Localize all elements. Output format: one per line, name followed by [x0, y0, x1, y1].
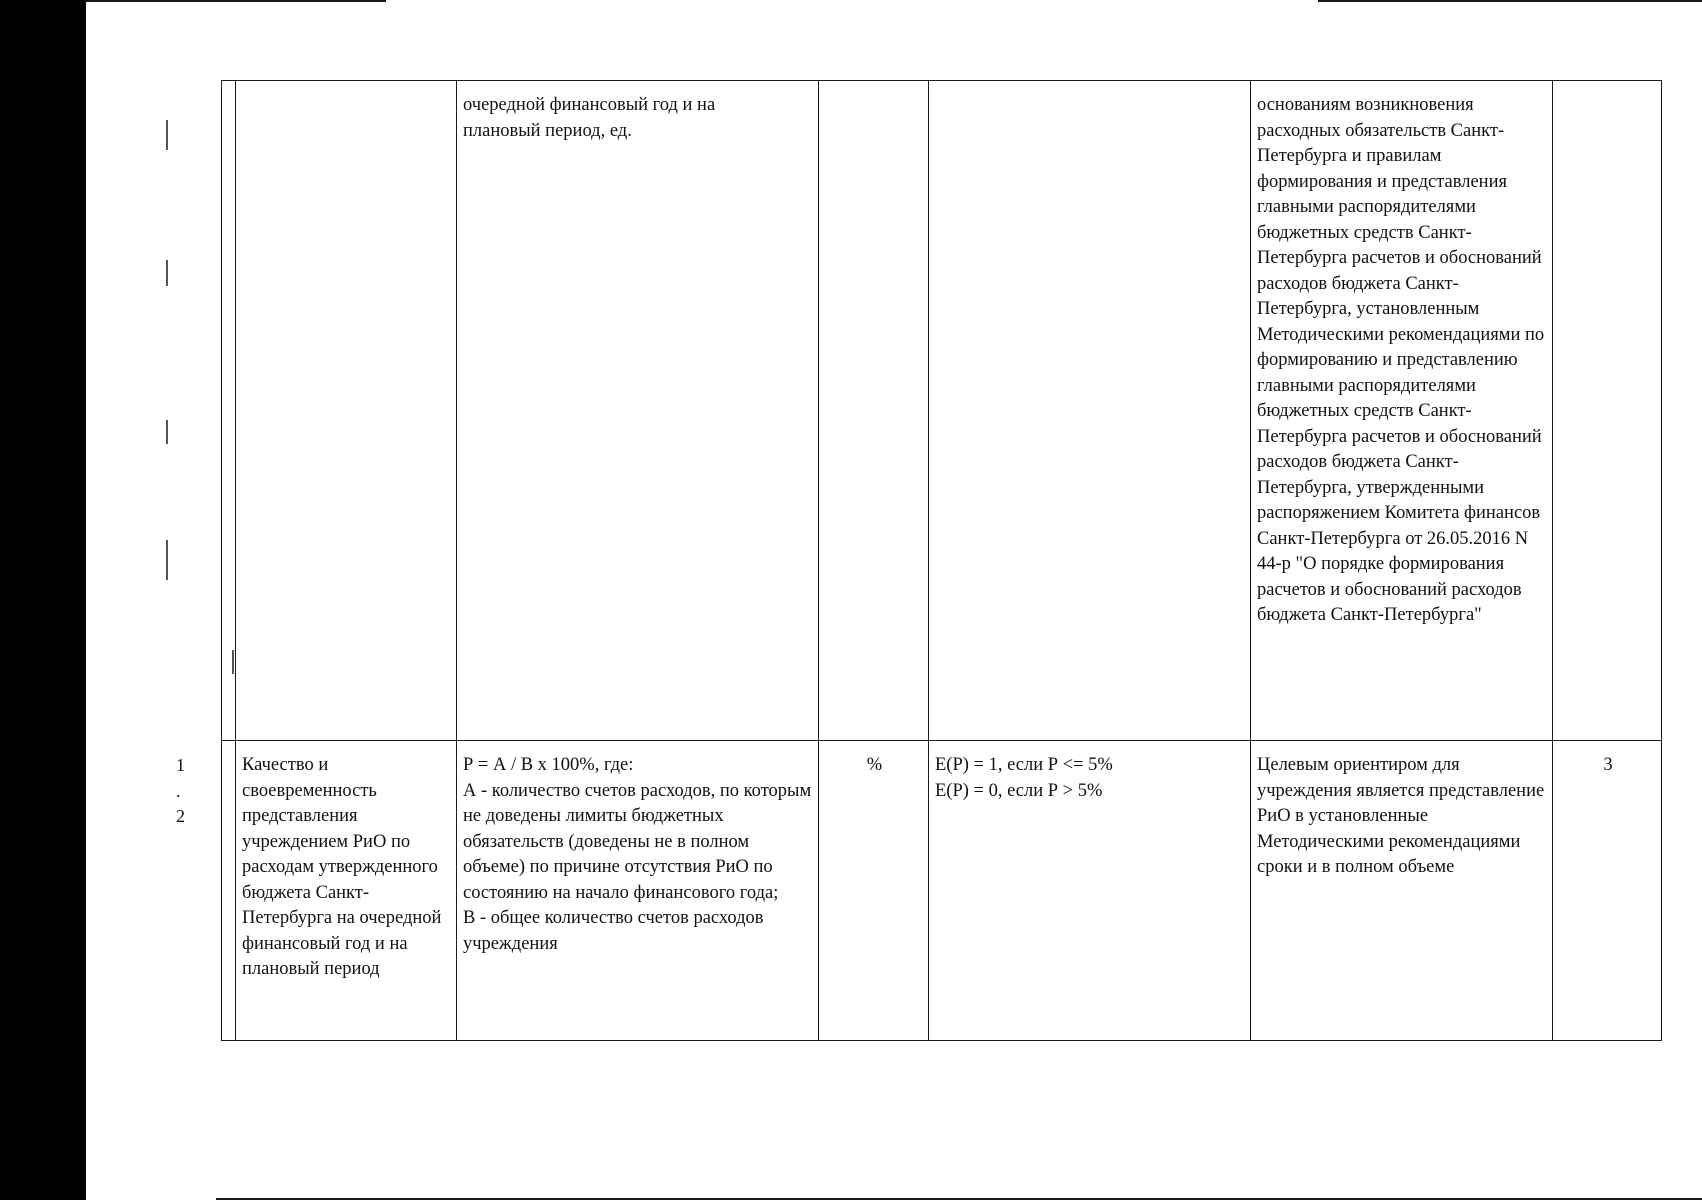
cell-evaluation-rule: [929, 81, 1251, 741]
cell-number: [222, 81, 236, 741]
scan-artifact: [166, 260, 168, 286]
cell-formula: очередной финансовый год и на плановый период, ед.: [457, 81, 819, 741]
cell-evaluation-rule: Е(Р) = 1, если Р <= 5% Е(Р) = 0, если Р > 5%: [929, 741, 1251, 1041]
cell-number: 1.2: [222, 741, 236, 1041]
table-row: [222, 741, 1662, 1041]
scan-border-left: [0, 0, 86, 1200]
cell-unit: [819, 81, 929, 741]
cell-indicator-name: Качество и своевременность представления учреждением РиО по расходам утвержденного бюджета Санкт-Петербурга на очередной финансовый год и на плановый период: [236, 741, 457, 1041]
scan-artifact: [166, 540, 168, 580]
scan-rule-top-left: [86, 0, 386, 2]
cell-comment: основаниям возникновения расходных обязательств Санкт-Петербурга и правилам формирования и представления главными распорядителями бюджетных средств Санкт-Петербурга расчетов и обоснований расходов бюджета Санкт-Петербурга, установленным Методическими рекомендациями по формированию и представлению главными распорядителями бюджетных средств Санкт-Петербурга расчетов и обоснований расходов бюджета Санкт-Петербурга, утвержденными распоряжением Комитета финансов Санкт-Петербурга от 26.05.2016 N 44-р "О порядке формирования расчетов и обоснований расходов бюджета Санкт-Петербурга": [1251, 81, 1553, 741]
cell-weight: 3: [1553, 741, 1662, 1041]
cell-comment: Целевым ориентиром для учреждения является представление РиО в установленные Методическими рекомендациями сроки и в полном объеме: [1251, 741, 1553, 1041]
cell-formula: Р = А / В х 100%, где: А - количество счетов расходов, по которым не доведены лимиты бюджетных обязательств (доведены не в полном объеме) по причине отсутствия РиО по состоянию на начало финансового года; В - общее количество счетов расходов учреждения: [457, 741, 819, 1041]
scan-rule-top-right: [1318, 0, 1702, 2]
scan-artifact: [166, 420, 168, 444]
cell-weight: [1553, 81, 1662, 741]
cell-indicator-name: [236, 81, 457, 741]
scan-artifact: [166, 120, 168, 150]
cell-unit: %: [819, 741, 929, 1041]
table-row: [222, 81, 1662, 741]
indicator-table: [176, 80, 1662, 1041]
